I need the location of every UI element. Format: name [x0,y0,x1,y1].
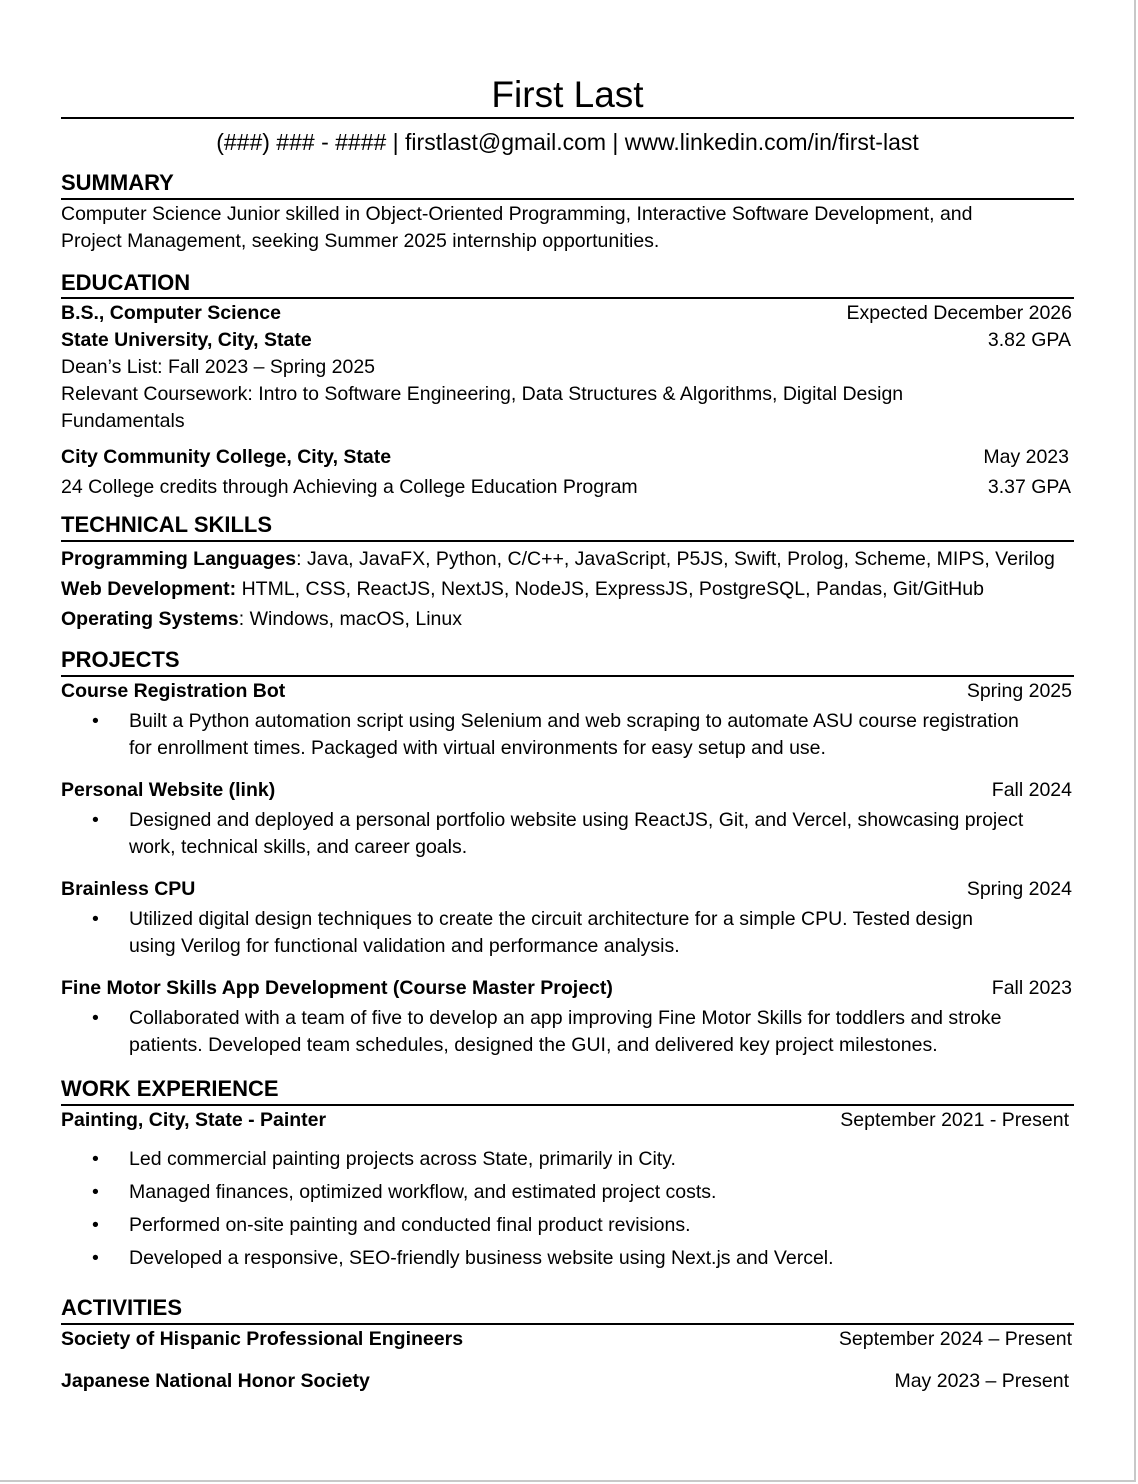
section-divider-activities [61,1323,1074,1325]
section-divider-summary [61,198,1074,200]
work-role-row [61,1107,1074,1134]
activity-row [61,1326,1074,1353]
project-desc-line-2: work, technical skills, and career goals. [129,836,468,858]
activity-row [61,1368,1074,1395]
skills-value: Windows, macOS, Linux [249,608,462,630]
project-desc-line-2: for enrollment times. Packaged with virtual environments for easy setup and use. [129,737,826,759]
section-divider-skills [61,540,1074,542]
bullet-icon: • [92,710,99,732]
skills-label: Programming Languages [61,548,297,570]
project-desc-line-2: using Verilog for functional validation and performance analysis. [129,935,680,957]
header-divider [61,117,1074,119]
work-bullet: Led commercial painting projects across State, primarily in City. [129,1148,676,1170]
project-date: Spring 2024 [966,878,1072,900]
section-title-skills: TECHNICAL SKILLS [61,512,273,537]
education-degree-row [61,300,1074,327]
coursework-line-1: Relevant Coursework: Intro to Software Engineering, Data Structures & Algorithms, Digital Design [61,383,904,405]
work-date: September 2021 - Present [840,1109,1069,1131]
college-date: May 2023 [983,446,1069,468]
deans-list: Dean’s List: Fall 2023 – Spring 2025 [61,356,376,378]
section-title-projects: PROJECTS [61,647,180,672]
project-name: Personal Website (link) [61,779,276,801]
section-title-summary: SUMMARY [61,170,174,195]
college-gpa: 3.37 GPA [987,476,1071,498]
degree-date: Expected December 2026 [846,302,1072,324]
degree: B.S., Computer Science [61,302,281,324]
project-name: Fine Motor Skills App Development (Course Master Project) [61,977,613,999]
project-row [61,678,1074,705]
bullet-icon: • [92,1148,99,1170]
bullet-icon: • [92,1181,99,1203]
school-name: State University, City, State [61,329,312,351]
contact-line: (###) ### - #### | firstlast@gmail.com | www.linkedin.com/in/first-last [216,129,919,155]
project-desc-line-1: Collaborated with a team of five to develop an app improving Fine Motor Skills for toddlers and stroke [129,1007,1002,1029]
project-name: Course Registration Bot [61,680,286,702]
skills-row-web [61,576,1074,603]
work-bullet: Performed on-site painting and conducted final product revisions. [129,1214,691,1236]
project-desc-line-1: Built a Python automation script using Selenium and web scraping to automate ASU course registration [129,710,1019,732]
college-detail: 24 College credits through Achieving a College Education Program [61,476,638,498]
coursework-line-2: Fundamentals [61,410,185,432]
activity-date: May 2023 – Present [894,1370,1069,1392]
activity-name: Society of Hispanic Professional Engineers [61,1328,464,1350]
bullet-icon: • [92,1247,99,1269]
project-date: Spring 2025 [966,680,1072,702]
skills-separator: : [238,608,250,630]
project-row [61,876,1074,903]
skills-value: HTML, CSS, ReactJS, NextJS, NodeJS, ExpressJS, PostgreSQL, Pandas, Git/GitHub [241,578,984,600]
skills-row-os [61,606,1074,633]
education-college-row [61,444,1074,471]
bullet-icon: • [92,908,99,930]
bullet-icon: • [92,1214,99,1236]
school-gpa: 3.82 GPA [987,329,1071,351]
section-divider-education [61,297,1074,299]
section-divider-work [61,1104,1074,1106]
summary-line-2: Project Management, seeking Summer 2025 internship opportunities. [61,230,660,252]
section-title-work: WORK EXPERIENCE [61,1076,279,1101]
project-desc-line-1: Utilized digital design techniques to create the circuit architecture for a simple CPU. Tested design [129,908,973,930]
project-date: Fall 2024 [991,779,1072,801]
bullet-icon: • [92,809,99,831]
college-name: City Community College, City, State [61,446,392,468]
candidate-name: First Last [491,74,644,115]
skills-separator: : [296,548,307,570]
section-title-education: EDUCATION [61,270,191,295]
project-row [61,975,1074,1002]
project-row [61,777,1074,804]
summary-line-1: Computer Science Junior skilled in Object-Oriented Programming, Interactive Software Development, and [61,203,973,225]
section-divider-projects [61,675,1074,677]
education-college-detail-row [61,474,1074,501]
skills-label: Web Development: [61,578,237,600]
education-school-row [61,327,1074,354]
project-desc-line-1: Designed and deployed a personal portfolio website using ReactJS, Git, and Vercel, showcasing project [129,809,1024,831]
skills-label: Operating Systems [61,608,239,630]
project-date: Fall 2023 [991,977,1072,999]
project-name: Brainless CPU [61,878,196,900]
section-title-activities: ACTIVITIES [61,1295,183,1320]
skills-row-programming [61,546,1074,573]
work-bullet: Managed finances, optimized workflow, and estimated project costs. [129,1181,717,1203]
activity-date: September 2024 – Present [838,1328,1072,1350]
project-desc-line-2: patients. Developed team schedules, designed the GUI, and delivered key project milestones. [129,1034,938,1056]
bullet-icon: • [92,1007,99,1029]
work-role: Painting, City, State - Painter [61,1109,327,1131]
skills-value: Java, JavaFX, Python, C/C++, JavaScript, P5JS, Swift, Prolog, Scheme, MIPS, Verilog [306,548,1055,570]
activity-name: Japanese National Honor Society [61,1370,370,1392]
work-bullet: Developed a responsive, SEO-friendly business website using Next.js and Vercel. [129,1247,834,1269]
